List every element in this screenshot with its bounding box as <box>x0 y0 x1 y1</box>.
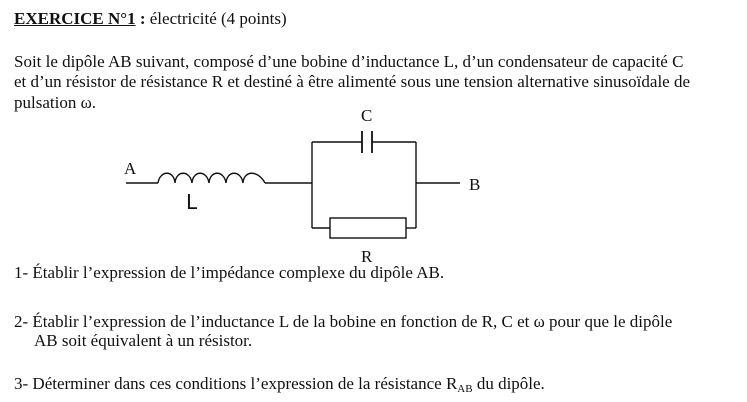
label-r: R <box>361 247 373 266</box>
exercise-subtitle: électricité (4 points) <box>145 9 287 28</box>
resistor-body <box>330 218 406 238</box>
exercise-title: EXERCICE N°1 <box>14 9 136 28</box>
title-separator: : <box>135 9 146 28</box>
question-3 <box>14 374 545 399</box>
question-2-line-2: AB soit équivalent à un résistor. <box>34 331 253 350</box>
question-3-subscript: AB <box>457 383 473 395</box>
intro-line-2: et d’un résistor de résistance R et destiné à être alimenté sous une tension alternative sinusoïdale de <box>14 72 691 91</box>
intro-line-1: Soit le dipôle AB suivant, composé d’une bobine d’inductance L, d’un condensateur de capacité C <box>14 52 684 71</box>
question-3-suffix: du dipôle. <box>472 374 545 393</box>
question-2-line-1: 2- Établir l’expression de l’inductance L de la bobine en fonction de R, C et ω pour que le dipôle <box>14 312 673 331</box>
intro-line-3: pulsation ω. <box>14 93 97 112</box>
inductor-coil <box>158 173 265 183</box>
label-b: B <box>469 175 481 194</box>
label-a: A <box>124 159 137 178</box>
label-l: L <box>186 190 198 214</box>
question-3-prefix: 3- Déterminer dans ces conditions l’expression de la résistance R <box>14 374 458 393</box>
label-c: C <box>361 106 373 125</box>
question-1: 1- Établir l’expression de l’impédance complexe du dipôle AB. <box>14 263 445 282</box>
